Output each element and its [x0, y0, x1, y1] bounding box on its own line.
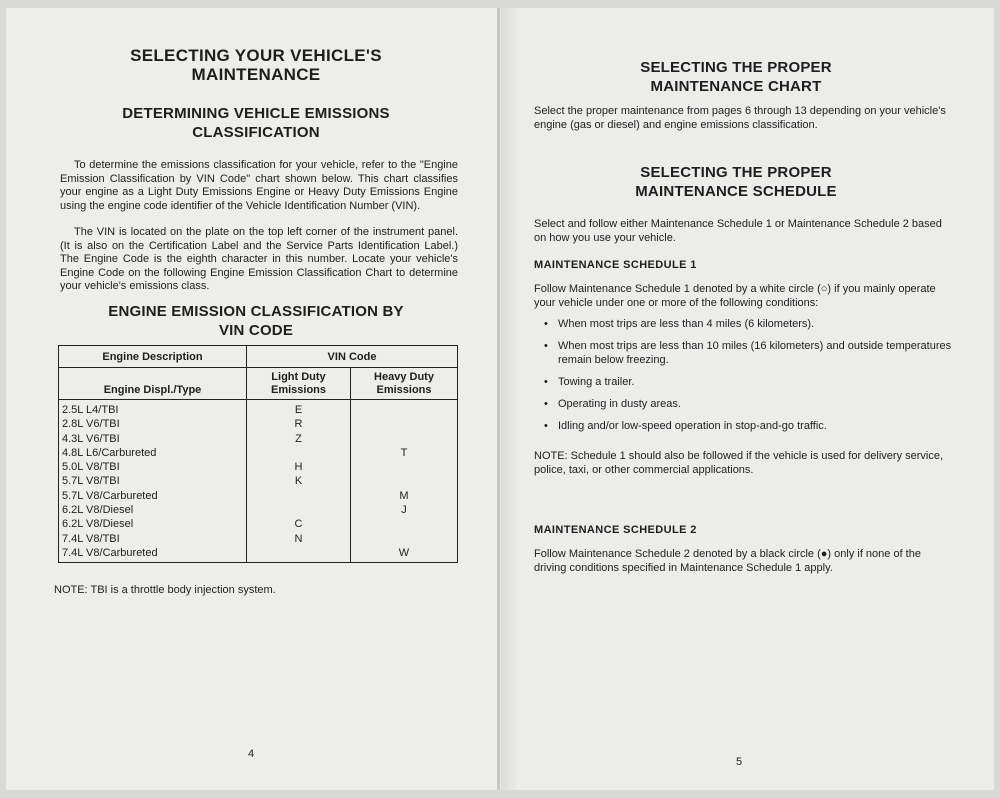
schedule2-heading: MAINTENANCE SCHEDULE 2: [534, 524, 697, 536]
table-row: 7.4L V8/TBI: [62, 532, 120, 545]
condition-text: When most trips are less than 10 miles (16 kilometers) and outside temperatures remain below freezing.: [558, 340, 952, 366]
light-code: [247, 446, 350, 460]
header-light-duty: Light Duty Emissions: [247, 368, 351, 400]
schedule1-heading: MAINTENANCE SCHEDULE 1: [534, 259, 697, 271]
left-page: [6, 8, 498, 790]
list-item: [534, 419, 952, 433]
light-code: E: [294, 404, 303, 416]
heavy-code: [351, 474, 457, 488]
engine-emission-table: [58, 345, 458, 563]
condition-text: When most trips are less than 4 miles (6 kilometers).: [558, 318, 815, 330]
heavy-code: [351, 517, 457, 531]
maintenance-schedule-title: SELECTING THE PROPER MAINTENANCE SCHEDULE: [635, 164, 837, 200]
chart-title: ENGINE EMISSION CLASSIFICATION BY VIN CODE: [108, 303, 404, 339]
maintenance-schedule-paragraph: Select and follow either Maintenance Schedule 1 or Maintenance Schedule 2 based on how you use your vehicle.: [534, 218, 942, 244]
heavy-duty-codes: [351, 400, 458, 563]
light-code: H: [294, 461, 303, 474]
condition-text: Towing a trailer.: [558, 376, 635, 388]
heavy-code: T: [400, 446, 408, 459]
table-row: 5.7L V8/TBI: [62, 475, 120, 488]
right-page: [500, 8, 994, 790]
light-code: C: [294, 518, 303, 531]
left-page-title: SELECTING YOUR VEHICLE'S MAINTENANCE: [130, 46, 382, 84]
heavy-code: [351, 403, 457, 417]
table-row: 6.2L V8/Diesel: [62, 518, 134, 531]
light-duty-codes: [247, 400, 351, 563]
light-code: [247, 489, 350, 503]
maintenance-chart-paragraph: Select the proper maintenance from pages 6 through 13 depending on your vehicle's engine (gas or diesel) and engine emissions classification.: [534, 105, 946, 131]
table-row: 7.4L V8/Carbureted: [62, 546, 158, 559]
schedule1-note: NOTE: Schedule 1 should also be followed if the vehicle is used for delivery service, police, taxi, or other commercial applications.: [534, 450, 944, 476]
table-row: 6.2L V8/Diesel: [62, 504, 134, 517]
light-code: R: [294, 418, 303, 431]
heavy-code: W: [398, 546, 410, 559]
bullet-icon: •: [544, 340, 548, 352]
table-row: 5.0L V8/TBI: [62, 461, 120, 474]
heavy-code: [351, 460, 457, 474]
schedule1-conditions: [534, 317, 952, 441]
table-row: 2.8L V6/TBI: [62, 418, 120, 431]
tbi-note: NOTE: TBI is a throttle body injection system.: [54, 584, 276, 596]
page-number-left: 4: [248, 748, 255, 760]
light-code: K: [294, 475, 303, 488]
header-heavy-duty: Heavy Duty Emissions: [351, 368, 458, 400]
header-displ-type: Engine Displ./Type: [59, 368, 247, 400]
bullet-icon: •: [544, 376, 548, 388]
light-code: [247, 546, 350, 560]
emissions-paragraph-1: To determine the emissions classification for your vehicle, refer to the "Engine Emission Classification by VIN Code" chart shown below. This chart classifies your engine as a Light Duty Emissions Engine or Heavy Duty Emissions Engine using the engine code identifier of the Vehicle Identification Number (VIN).: [60, 159, 458, 212]
heavy-code: [351, 532, 457, 546]
heavy-code: [351, 417, 457, 431]
table-row: 5.7L V8/Carbureted: [62, 489, 158, 502]
page-number-right: 5: [736, 756, 743, 768]
bullet-icon: •: [544, 318, 548, 330]
emissions-section-title: DETERMINING VEHICLE EMISSIONS CLASSIFICATION: [122, 105, 390, 141]
condition-text: Operating in dusty areas.: [558, 398, 681, 410]
schedule2-text: Follow Maintenance Schedule 2 denoted by a black circle (●) only if none of the driving conditions specified in Maintenance Schedule 1 apply.: [534, 548, 921, 574]
table-row: 2.5L L4/TBI: [62, 404, 119, 416]
light-code: Z: [295, 432, 302, 445]
schedule1-intro: Follow Maintenance Schedule 1 denoted by a white circle (○) if you mainly operate your vehicle under one or more of the following conditions:: [534, 283, 936, 309]
list-item: [534, 397, 952, 411]
light-code: N: [294, 532, 303, 545]
emissions-paragraph-2: The VIN is located on the plate on the top left corner of the instrument panel. (It is also on the Certification Label and the Service Parts Identification Label.) The Engine Code is the eighth character in this number. Locate your vehicle's Engine Code on the following Engine Emission Classification Chart to determine your vehicle's emissions class.: [60, 226, 458, 293]
table-row: 4.3L V6/TBI: [62, 432, 120, 445]
bullet-icon: •: [544, 398, 548, 410]
list-item: [534, 375, 952, 389]
list-item: [534, 317, 952, 331]
header-engine-description: Engine Description: [59, 346, 247, 368]
engine-list: [59, 400, 247, 563]
light-code: [247, 503, 350, 517]
heavy-code: M: [399, 489, 409, 502]
maintenance-chart-title: SELECTING THE PROPER MAINTENANCE CHART: [640, 59, 832, 95]
condition-text: Idling and/or low-speed operation in stop-and-go traffic.: [558, 420, 827, 432]
list-item: [534, 339, 952, 367]
bullet-icon: •: [544, 420, 548, 432]
heavy-code: [351, 432, 457, 446]
table-row: 4.8L L6/Carbureted: [62, 446, 157, 459]
header-vin-code: VIN Code: [247, 346, 458, 368]
heavy-code: J: [401, 504, 407, 517]
